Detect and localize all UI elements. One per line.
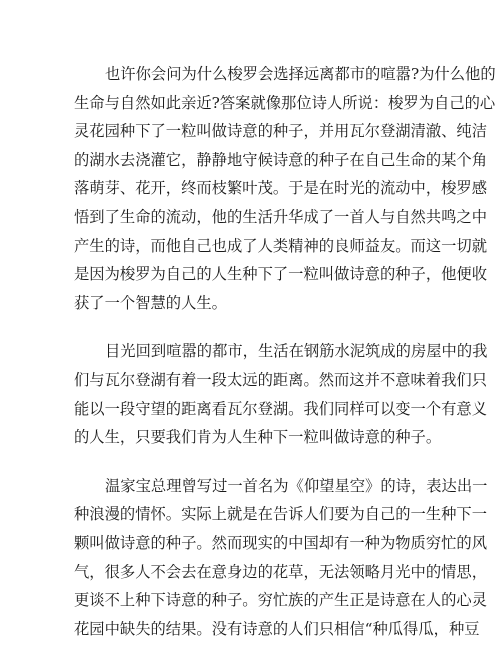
paragraph-3 bbox=[74, 472, 488, 644]
document-body bbox=[74, 60, 496, 663]
text-line: 颗叫做诗意的种子。然而现实的中国却有一种为物质穷忙的风 bbox=[74, 533, 488, 552]
text-line: 更谈不上种下诗意的种子。穷忙族的产生正是诗意在人的心灵 bbox=[74, 591, 488, 610]
text-line: 目光回到喧嚣的都市，生活在钢筋水泥筑成的房屋中的我 bbox=[105, 342, 488, 361]
text-line: 温家宝总理曾写过一首名为《仰望星空》的诗，表达出一 bbox=[105, 476, 488, 495]
text-line: 也许你会问为什么梭罗会选择远离都市的喧嚣?为什么他的 bbox=[105, 65, 496, 83]
text-line: 落萌芽、花开，终而枝繁叶茂。于是在时光的流动中，梭罗感 bbox=[74, 179, 488, 198]
paragraph-1 bbox=[74, 60, 496, 317]
text-line: 种浪漫的情怀。实际上就是在告诉人们要为自己的一生种下一 bbox=[74, 505, 488, 524]
paragraph-2 bbox=[74, 337, 488, 451]
text-line: 生命与自然如此亲近?答案就像那位诗人所说：梭罗为自己的心 bbox=[74, 93, 496, 112]
text-line: 们与瓦尔登湖有着一段太远的距离。然而这并不意味着我们只 bbox=[74, 370, 488, 389]
text-line: 是因为梭罗为自己的人生种下了一粒叫做诗意的种子，他便收 bbox=[74, 265, 488, 284]
text-line: 悟到了生命的流动，他的生活升华成了一首人与自然共鸣之中 bbox=[74, 207, 488, 226]
text-line: 的人生，只要我们肯为人生种下一粒叫做诗意的种子。 bbox=[74, 428, 442, 447]
text-line: 获了一个智慧的人生。 bbox=[74, 293, 227, 312]
text-line: 花园中缺失的结果。没有诗意的人们只相信“种瓜得瓜，种豆 bbox=[74, 619, 480, 638]
text-line: 的湖水去浇灌它，静静地守候诗意的种子在自己生命的某个角 bbox=[74, 150, 488, 169]
text-line: 能以一段守望的距离看瓦尔登湖。我们同样可以变一个有意义 bbox=[74, 399, 488, 418]
text-line: 灵花园种下了一粒叫做诗意的种子，并用瓦尔登湖清澈、纯洁 bbox=[74, 122, 488, 141]
text-line: 气，很多人不会去在意身边的花草，无法领略月光中的情思， bbox=[74, 562, 488, 581]
text-line: 产生的诗，而他自己也成了人类精神的良师益友。而这一切就 bbox=[74, 236, 488, 255]
